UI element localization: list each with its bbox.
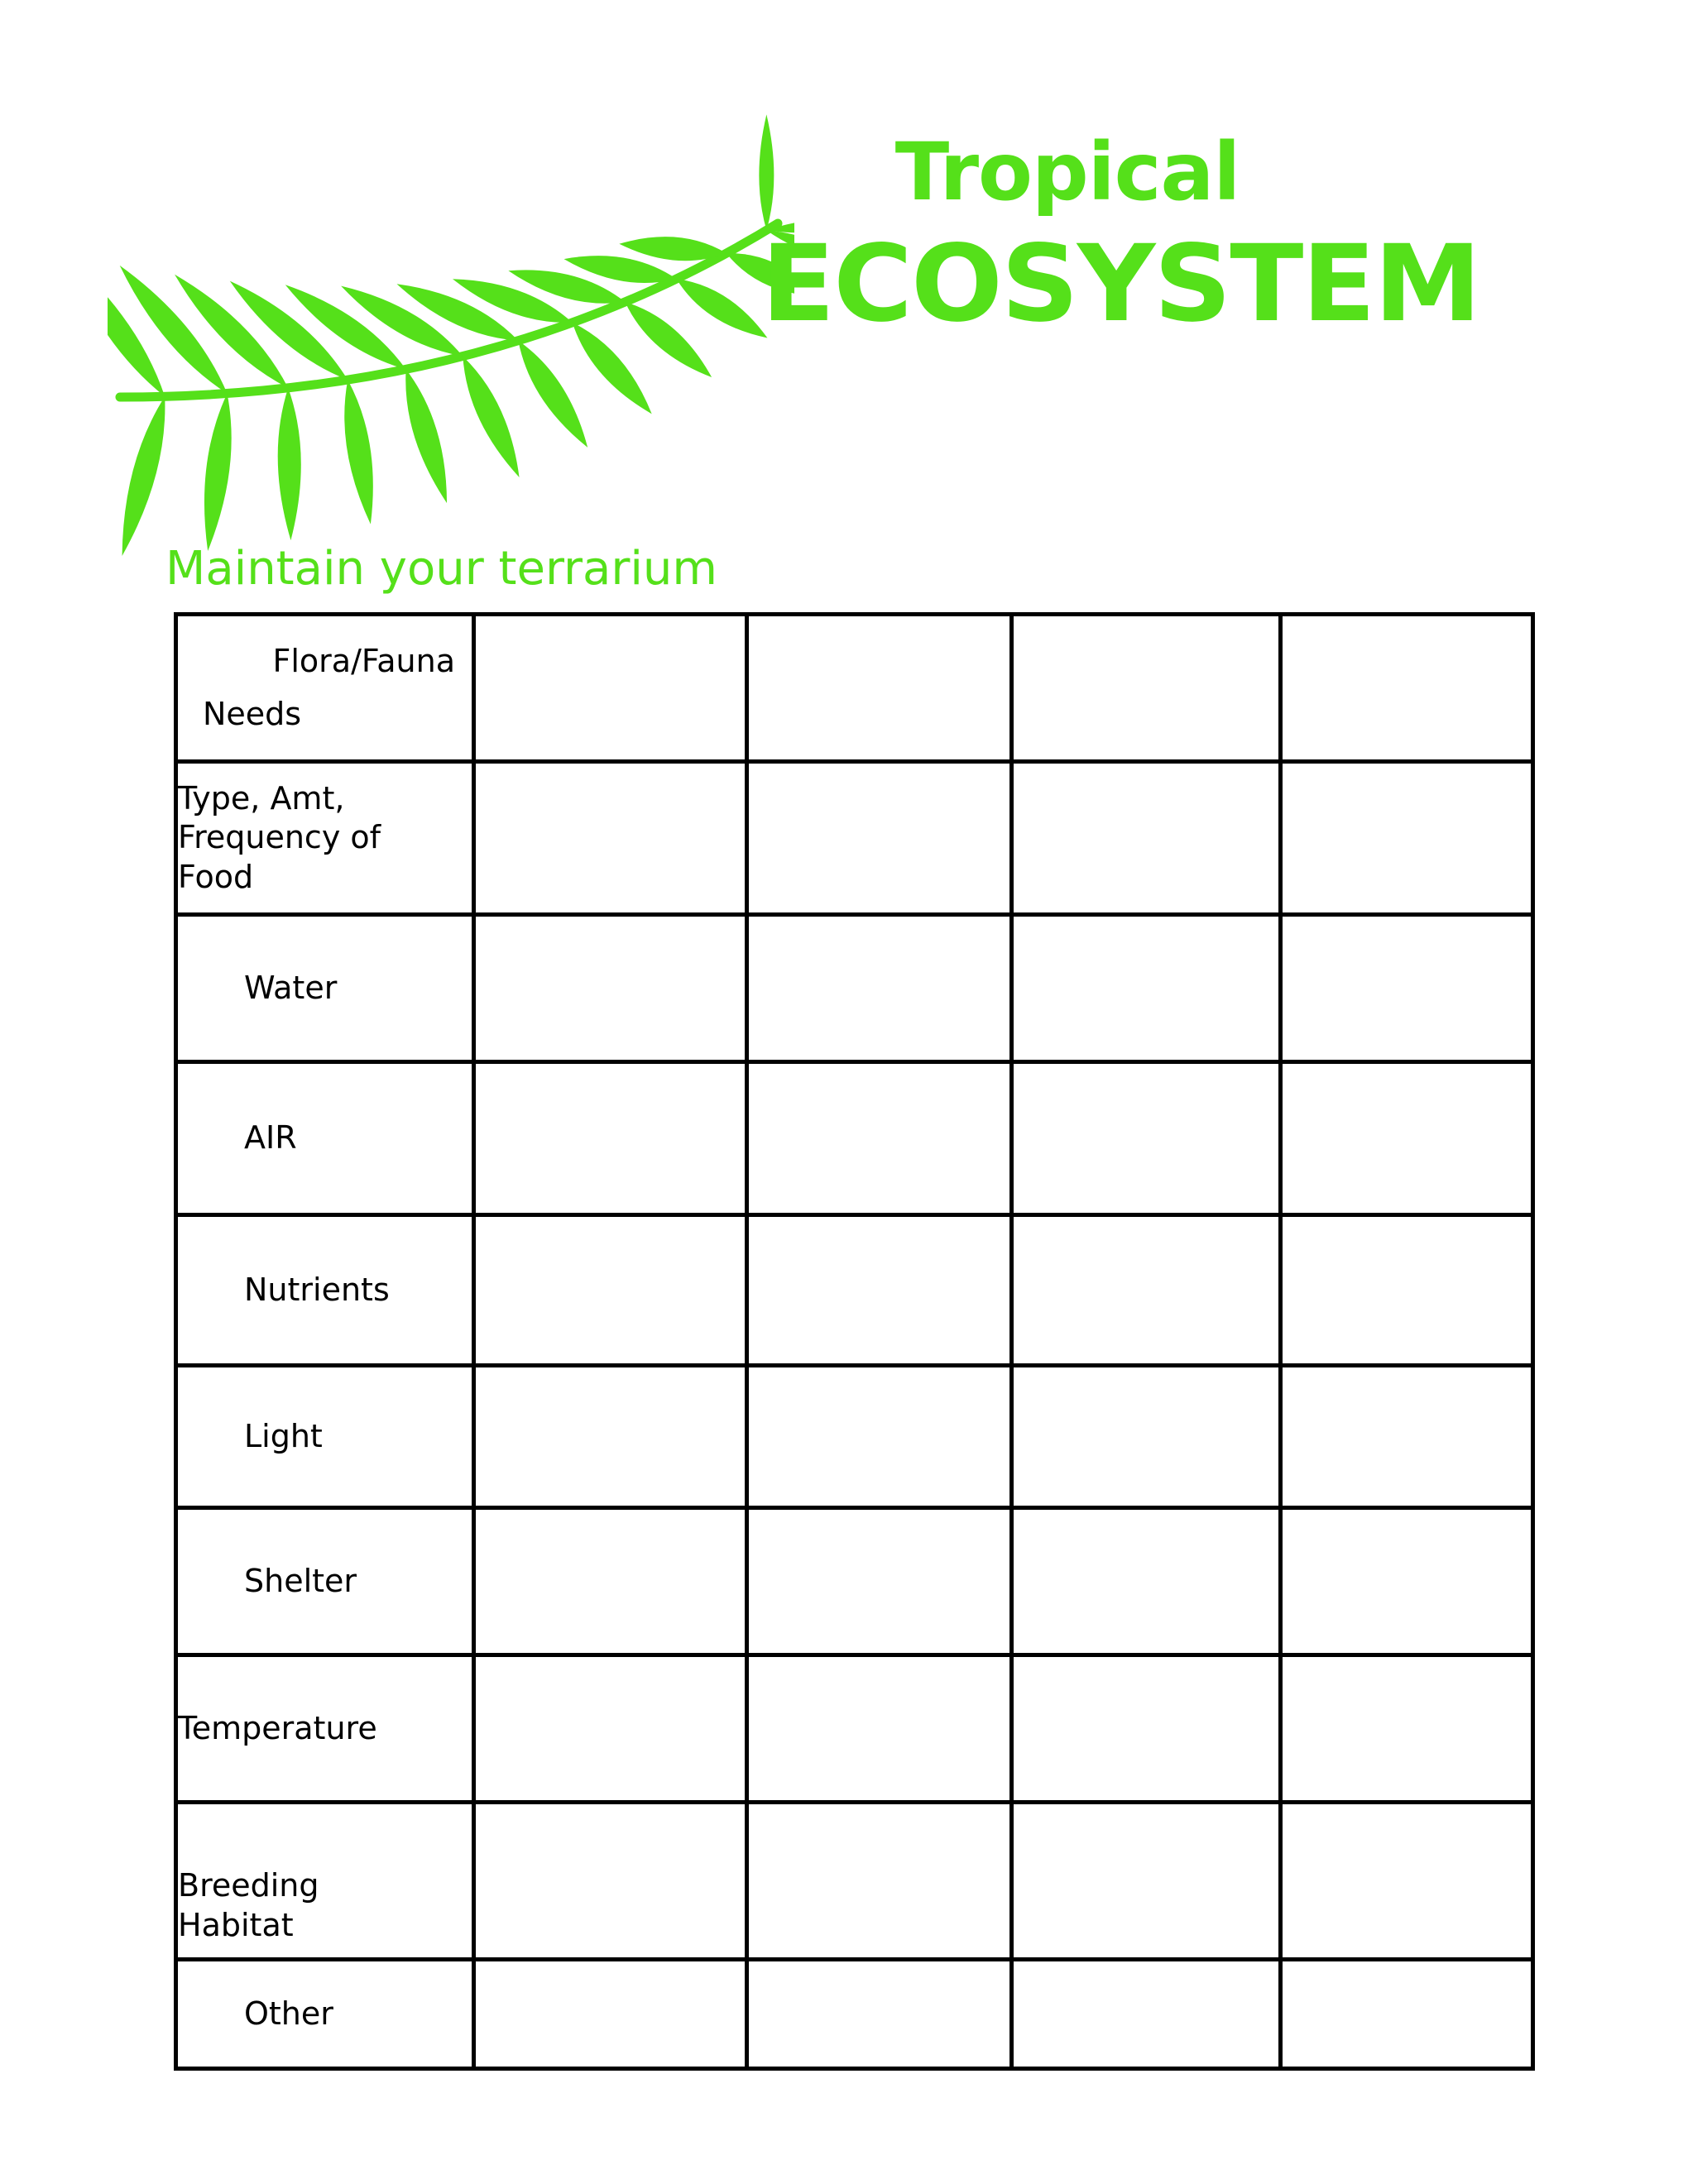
table-cell[interactable] xyxy=(747,1366,1012,1508)
leaflet xyxy=(344,380,373,524)
table-row xyxy=(176,1803,1533,1960)
table-cell[interactable] xyxy=(474,1508,747,1655)
table-cell[interactable] xyxy=(474,1215,747,1366)
palm-frond-icon xyxy=(108,99,794,563)
row-label-other: Other xyxy=(176,1960,474,2069)
table-cell[interactable] xyxy=(747,1960,1012,2069)
table-row xyxy=(176,1215,1533,1366)
title-tropical: Tropical xyxy=(894,126,1240,218)
table-cell[interactable] xyxy=(747,762,1012,915)
leaflet xyxy=(175,275,288,388)
flora-fauna-label: Flora/Fauna xyxy=(272,643,455,679)
row-label-breeding-habitat: Breeding Habitat xyxy=(176,1803,474,1960)
leaflet xyxy=(204,394,232,551)
leaflet xyxy=(619,237,727,261)
leaflet xyxy=(518,341,587,448)
table-cell[interactable] xyxy=(747,615,1012,762)
table-cell[interactable] xyxy=(1012,1062,1281,1215)
table-cell[interactable] xyxy=(1012,1803,1281,1960)
row-label-shelter: Shelter xyxy=(176,1508,474,1655)
table-cell[interactable] xyxy=(747,915,1012,1062)
table-cell[interactable] xyxy=(747,1508,1012,1655)
leaflet xyxy=(405,369,447,503)
table-cell[interactable] xyxy=(1012,615,1281,762)
header-row xyxy=(176,615,1533,762)
table-row xyxy=(176,915,1533,1062)
leaflet xyxy=(120,266,228,394)
row-label-nutrients: Nutrients xyxy=(176,1215,474,1366)
leaflet xyxy=(285,285,406,369)
table-cell[interactable] xyxy=(747,1803,1012,1960)
table-cell[interactable] xyxy=(474,915,747,1062)
table-cell[interactable] xyxy=(1012,1655,1281,1803)
table-cell[interactable] xyxy=(474,1803,747,1960)
leaflet xyxy=(463,357,519,477)
row-label-food: Type, Amt, Frequency of Food xyxy=(176,762,474,915)
subtitle: Maintain your terrarium xyxy=(165,542,717,596)
table-row xyxy=(176,1655,1533,1803)
leaflet xyxy=(278,388,301,540)
table-row xyxy=(176,1508,1533,1655)
table-cell[interactable] xyxy=(1012,1366,1281,1508)
table-row xyxy=(176,1062,1533,1215)
maintenance-table xyxy=(174,612,1535,2071)
table-cell[interactable] xyxy=(747,1215,1012,1366)
table-cell[interactable] xyxy=(1281,762,1533,915)
table-cell[interactable] xyxy=(1281,1655,1533,1803)
table-cell[interactable] xyxy=(1012,1508,1281,1655)
table-cell[interactable] xyxy=(1281,1366,1533,1508)
table-row xyxy=(176,762,1533,915)
table-cell[interactable] xyxy=(1012,762,1281,915)
leaflet xyxy=(676,279,767,338)
table-cell[interactable] xyxy=(1281,1062,1533,1215)
leaflet xyxy=(573,323,652,414)
leaflet xyxy=(122,396,165,556)
table-cell[interactable] xyxy=(747,1655,1012,1803)
table-cell[interactable] xyxy=(474,1062,747,1215)
table-cell[interactable] xyxy=(1281,1215,1533,1366)
row-label-water: Water xyxy=(176,915,474,1062)
row-label-temperature: Temperature xyxy=(176,1655,474,1803)
table-cell[interactable] xyxy=(474,615,747,762)
needs-label: Needs xyxy=(203,695,302,732)
leaflet xyxy=(625,302,712,377)
table-cell[interactable] xyxy=(1281,1960,1533,2069)
table-cell[interactable] xyxy=(474,1960,747,2069)
table-cell[interactable] xyxy=(1281,1508,1533,1655)
table-cell[interactable] xyxy=(1012,1960,1281,2069)
row-label-air: AIR xyxy=(176,1062,474,1215)
flora-fauna-needs-cell xyxy=(176,615,474,762)
leaflet xyxy=(759,114,774,230)
table-row xyxy=(176,1366,1533,1508)
title-ecosystem: ECOSYSTEM xyxy=(761,223,1480,346)
table-cell[interactable] xyxy=(747,1062,1012,1215)
table-cell[interactable] xyxy=(474,762,747,915)
table-cell[interactable] xyxy=(1281,615,1533,762)
table-row xyxy=(176,1960,1533,2069)
table-cell[interactable] xyxy=(1012,915,1281,1062)
table-cell[interactable] xyxy=(1281,1803,1533,1960)
table-cell[interactable] xyxy=(1281,915,1533,1062)
table-cell[interactable] xyxy=(474,1655,747,1803)
leaflet xyxy=(230,281,348,381)
table-cell[interactable] xyxy=(474,1366,747,1508)
row-label-light: Light xyxy=(176,1366,474,1508)
table-cell[interactable] xyxy=(1012,1215,1281,1366)
